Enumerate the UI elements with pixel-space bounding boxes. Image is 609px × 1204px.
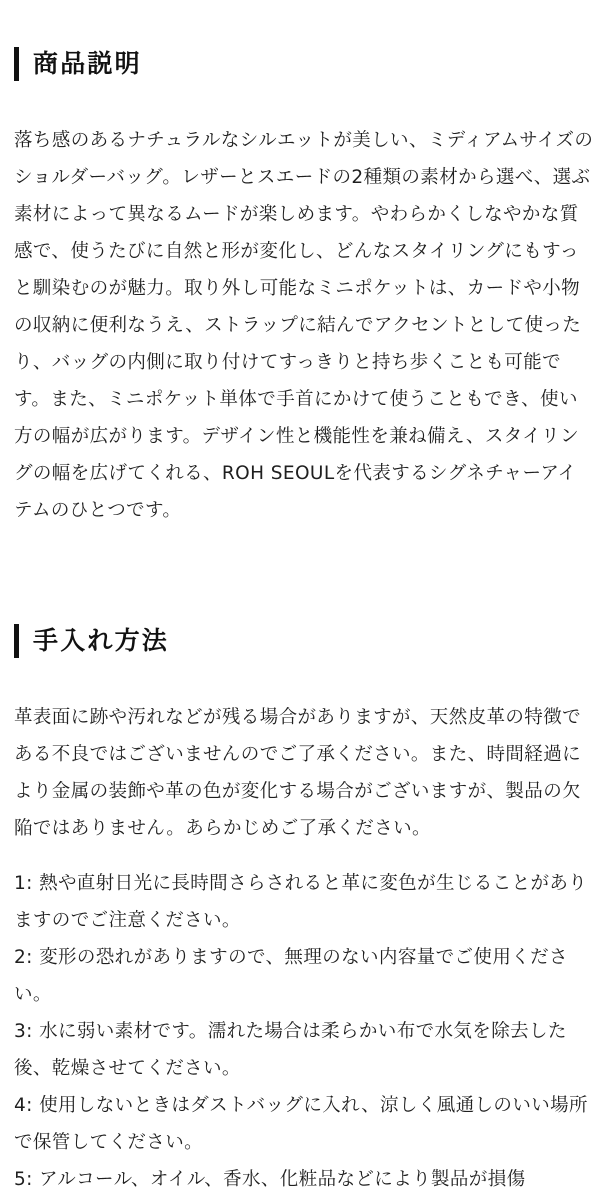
list-item: 5: アルコール、オイル、香水、化粧品などにより製品が損傷 [14, 1169, 526, 1190]
section-divider-space [14, 547, 595, 595]
list-item: 3: 水に弱い素材です。濡れた場合は柔らかい布で水気を除去した後、乾燥させてください。 [14, 1021, 567, 1079]
care-instructions-heading [14, 605, 595, 677]
list-item: 4: 使用しないときはダストバッグに入れ、涼しく風通しのいい場所で保管してください。 [14, 1095, 588, 1153]
heading-accent-bar-icon [14, 47, 19, 81]
page-title: 商品説明 [33, 48, 142, 78]
list-item: 2: 変形の恐れがありますので、無理のない内容量でご使用ください。 [14, 947, 568, 1005]
care-title: 手入れ方法 [33, 625, 170, 655]
care-intro-text: 革表面に跡や汚れなどが残る場合がありますが、天然皮革の特徴である不良ではございませんのでご了承ください。また、時間経過により金属の装飾や革の色が変化する場合がございますが、製品の欠陥ではありません。あらかじめご了承ください。 [14, 706, 582, 839]
list-item: 1: 熱や直射日光に長時間さらされると革に変色が生じることがありますのでご注意ください。 [14, 873, 588, 931]
care-instruction-list [14, 865, 595, 1198]
heading-accent-bar-icon [14, 624, 19, 658]
product-description-section [14, 28, 595, 529]
product-description-heading [14, 28, 595, 100]
product-description-body: 落ち感のあるナチュラルなシルエットが美しい、ミディアムサイズのショルダーバッグ。レザーとスエードの2種類の素材から選べ、選ぶ素材によって異なるムードが楽しめます。やわらかくしなやかな質感で、使うたびに自然と形が変化し、どんなスタイリングにもすっと馴染むのが魅力。取り外し可能なミニポケットは、カードや小物の収納に便利なうえ、ストラップに結んでアクセントとして使ったり、バッグの内側に取り付けてすっきりと持ち歩くことも可能です。また、ミニポケット単体で手首にかけて使うこともでき、使い方の幅が広がります。デザイン性と機能性を兼ね備え、スタイリングの幅を広げてくれる、ROH SEOULを代表するシグネチャーアイテムのひとつです。 [14, 129, 594, 521]
care-instructions-section [14, 605, 595, 1198]
